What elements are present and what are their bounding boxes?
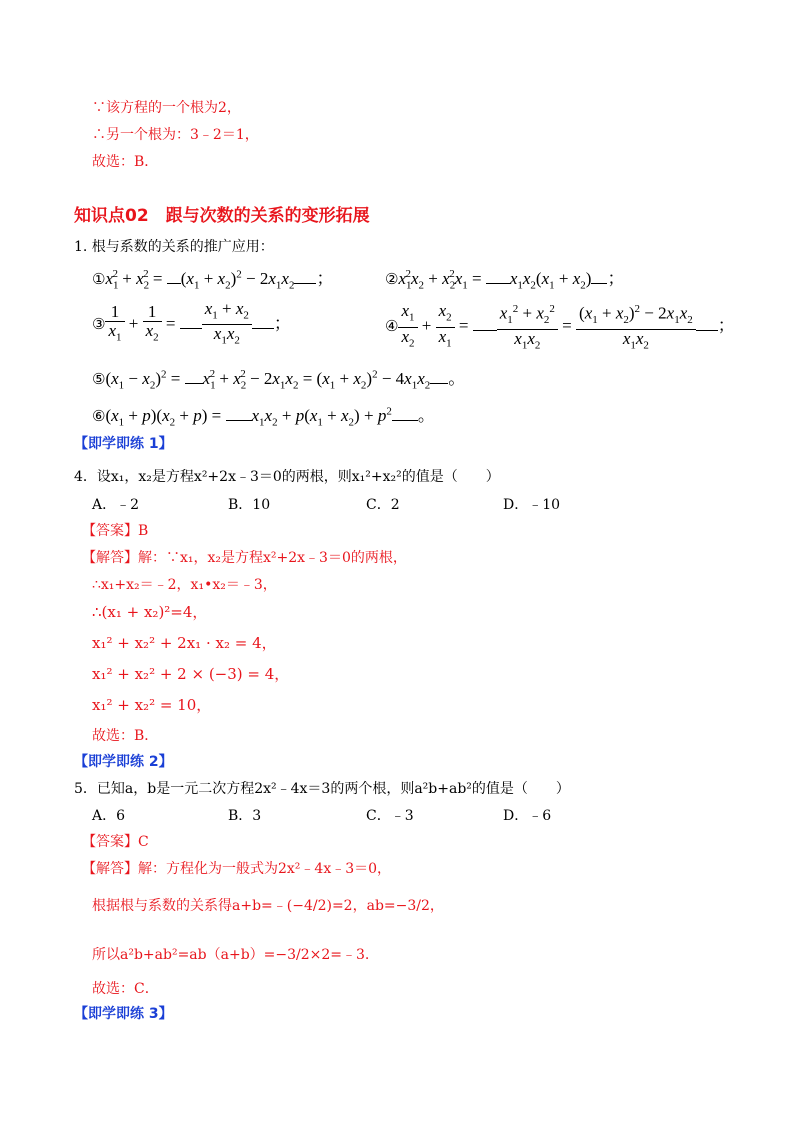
formula-number: ④ xyxy=(385,317,399,336)
formula-1: $①x_1^2 + x_2^2 = (x_1 + x_2)^2 - 2x_1x_2$ ； xyxy=(92,268,334,292)
q4-solution-line-4: x₁² + x₂² + 2x₁ · x₂ = 4， xyxy=(92,634,277,652)
q5-answer: 【答案】C xyxy=(82,834,149,850)
practice-label-1: 【即学即练 1】 xyxy=(74,436,173,452)
q5-solution-line-2: 根据根与系数的关系得a+b=﹣(−4/2)=2，ab=−3/2， xyxy=(92,898,444,914)
formula-number: ② xyxy=(385,270,399,288)
section-heading: 知识点02 跟与次数的关系的变形拓展 xyxy=(74,206,370,226)
formula-number: ③ xyxy=(92,314,106,333)
q5-option-c: C．﹣3 xyxy=(366,808,414,824)
formula-6: $⑥(x_1 + p)(x_2 + p) = x_1x_2 + p(x_1 + x_2) + p^2$ 。 xyxy=(92,405,435,429)
top-solution-line-2: ∴另一个根为：3﹣2＝1， xyxy=(92,127,259,143)
q5-option-a: A．6 xyxy=(92,808,126,824)
q5-solution-end: 故选：C． xyxy=(92,981,159,997)
formula-number: ⑥ xyxy=(92,407,106,425)
practice-label-3: 【即学即练 3】 xyxy=(74,1006,173,1022)
q5-option-b: B．3 xyxy=(228,808,262,824)
q4-solution-line-2: ∴x₁+x₂＝﹣2，x₁•x₂＝﹣3， xyxy=(92,577,277,593)
q4-option-c: C．2 xyxy=(366,497,400,513)
formula-4: ④ $\frac{x_1}{x_2}$ + $\frac{x_2}{x_1}$ = $\frac{x_1^2 + x_2^2}{x_1x_2}$ = $\frac{(x_1 + x_2)^2 - 2x_1x_2}{x_1x_2}$ ； xyxy=(385,301,735,352)
q4-option-b: B．10 xyxy=(228,497,271,513)
q5-solution-line-3: 所以a²b+ab²=ab（a+b）=−3/2×2=﹣3. xyxy=(92,947,370,963)
formula-5: $⑤(x_1 - x_2)^2 = x_1^2 + x_2^2 - 2x_1x_2 = (x_1 + x_2)^2 - 4x_1x_2$ 。 xyxy=(92,368,466,392)
q4-option-d: D．﹣10 xyxy=(503,497,561,513)
q5-option-d: D．﹣6 xyxy=(503,808,552,824)
item-1-label: 1. 根与系数的关系的推广应用： xyxy=(74,239,274,255)
q4-solution-end: 故选：B． xyxy=(92,728,159,744)
q4-solution-line-3: ∴(x₁ + x₂)²=4， xyxy=(92,603,208,621)
formula-number: ⑤ xyxy=(92,370,106,388)
top-solution-line-1: ∵该方程的一个根为2， xyxy=(92,100,241,116)
practice-label-2: 【即学即练 2】 xyxy=(74,754,173,770)
q4-solution-line-6: x₁² + x₂² = 10， xyxy=(92,696,212,714)
q5-solution-head: 【解答】解：方程化为一般式为2x²﹣4x﹣3＝0， xyxy=(82,861,392,877)
q4-solution-line-5: x₁² + x₂² + 2 × (−3) = 4， xyxy=(92,665,290,683)
formula-2: $②x_1^2x_2 + x_2^2x_1 = x_1x_2(x_1 + x_2)$ ； xyxy=(385,268,625,292)
q4-option-a: A．﹣2 xyxy=(92,497,140,513)
q4-solution-head: 【解答】解：∵x₁，x₂是方程x²+2x﹣3＝0的两根， xyxy=(82,550,407,566)
q4-answer: 【答案】B xyxy=(82,523,149,539)
formula-number: ① xyxy=(92,270,106,288)
top-solution-line-3: 故选：B． xyxy=(92,154,159,170)
formula-3: ③ $\frac{1}{x_1}$ + $\frac{1}{x_2}$ = $\frac{x_1 + x_2}{x_1x_2}$ ； xyxy=(92,299,291,347)
q4-stem: 4．设x₁，x₂是方程x²+2x﹣3＝0的两根，则x₁²+x₂²的值是（ ） xyxy=(74,469,500,485)
q5-stem: 5．已知a，b是一元二次方程2x²﹣4x＝3的两个根，则a²b+ab²的值是（ ） xyxy=(74,781,570,797)
